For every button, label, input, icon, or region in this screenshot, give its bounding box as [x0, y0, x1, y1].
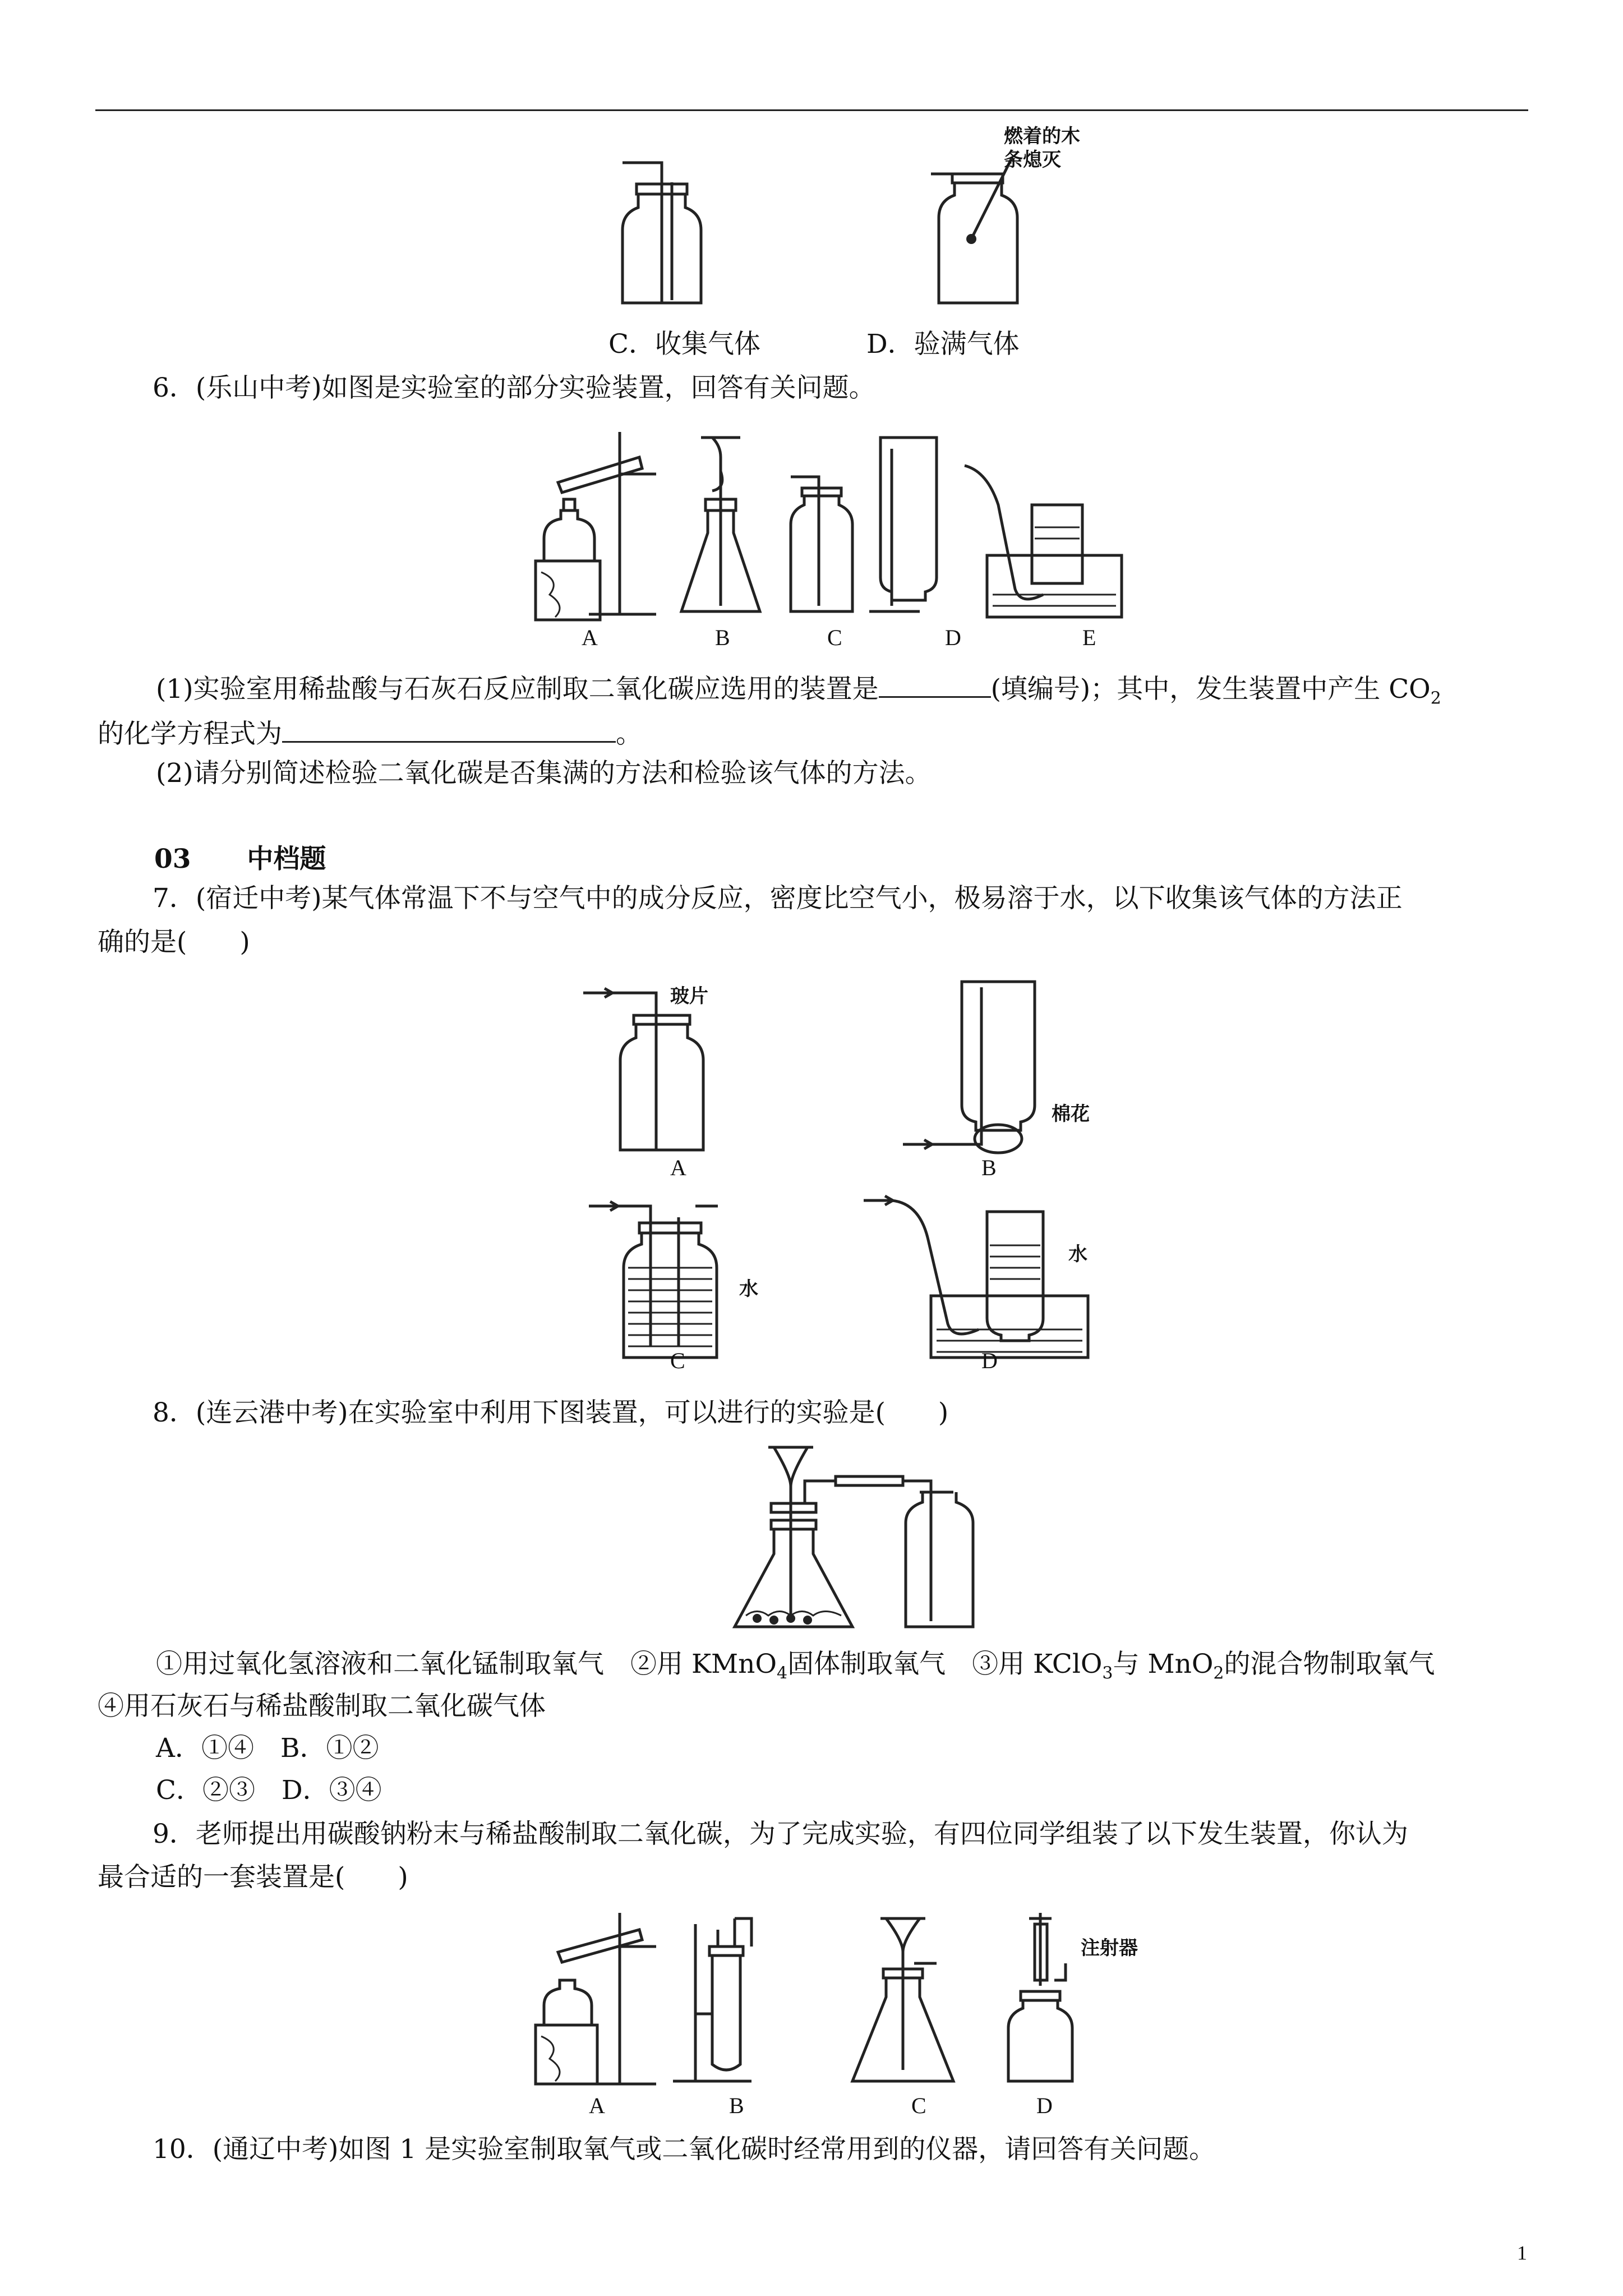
q8-choices-line1: A．①④ B．①② [156, 1733, 379, 1764]
q7-apparatus-c [583, 1195, 751, 1363]
q8-options-line2: ④用石灰石与稀盐酸制取二氧化碳气体 [98, 1691, 546, 1722]
q7-apparatus-b [892, 976, 1077, 1167]
q7-annotation-cotton: 棉花 [1052, 1103, 1090, 1125]
q7-fig-label-b: B [981, 1155, 997, 1180]
label-collect-gas: C．收集气体 [608, 329, 760, 360]
q9-stem-line1: 9．老师提出用碳酸钠粉末与稀盐酸制取二氧化碳，为了完成实验，有四位同学组装了以下发生装置，你认为 [153, 1819, 1408, 1849]
q9-fig-label-b: B [729, 2093, 744, 2118]
q7-apparatus-a [578, 982, 735, 1156]
q6-fig-label-a: A [582, 625, 598, 650]
q6-part1-line1: (1)实验室用稀盐酸与石灰石反应制取二氧化碳应选用的装置是 (填编号)；其中，发生装置中产生 $CO_2$ [156, 674, 1441, 708]
figure-collect-gas-c [606, 151, 718, 314]
q6-fig-label-b: B [715, 625, 730, 650]
q7-stem-line1: 7．(宿迁中考)某气体常温下不与空气中的成分反应，密度比空气小，极易溶于水，以下收集该气体的方法正 [153, 883, 1403, 914]
q6-fig-label-c: C [827, 625, 842, 650]
section-header: 03 中档题 [154, 844, 326, 875]
q6-part2: (2)请分别简述检验二氧化碳是否集满的方法和检验该气体的方法。 [156, 758, 932, 789]
q7-apparatus-d [858, 1189, 1094, 1369]
q9-annotation-syringe: 注射器 [1081, 1937, 1138, 1959]
q7-annotation-water-c: 水 [739, 1278, 758, 1300]
q9-apparatus-figure [527, 1907, 1144, 2092]
q6-fig-label-e: E [1082, 625, 1096, 650]
q9-fig-label-c: C [911, 2093, 926, 2118]
q7-annotation-glass: 玻片 [670, 985, 708, 1007]
q7-fig-label-c: C [670, 1348, 685, 1373]
q6-part1-line2: 的化学方程式为 。 [98, 719, 642, 749]
q8-stem: 8．(连云港中考)在实验室中利用下图装置，可以进行的实验是( ) [153, 1397, 949, 1428]
q6-fig-label-d: D [945, 625, 961, 650]
page-number: 1 [1517, 2242, 1527, 2264]
q7-annotation-water-d: 水 [1068, 1243, 1087, 1266]
q6-answer-blank-equation[interactable] [282, 719, 616, 743]
q8-choices-line2: C．②③ D．③④ [156, 1775, 382, 1806]
q9-fig-label-a: A [589, 2093, 605, 2118]
q10-stem: 10．(通辽中考)如图 1 是实验室制取氧气或二氧化碳时经常用到的仪器，请回答有关问题。 [153, 2134, 1216, 2165]
q7-fig-label-a: A [670, 1155, 686, 1180]
q8-apparatus-figure [723, 1442, 976, 1632]
label-check-full: D．验满气体 [866, 329, 1020, 360]
annotation-burning-stick: 燃着的木 条熄灭 [1004, 125, 1080, 171]
header-rule [95, 109, 1528, 111]
q8-options-line1: ①用过氧化氢溶液和二氧化锰制取氧气 ②用 KMnO$_4$固体制取氧气 ③用 KClO$_3$与 MnO$_2$的混合物制取氧气 [156, 1649, 1435, 1683]
q7-stem-line2: 确的是( ) [98, 927, 250, 958]
q9-fig-label-d: D [1036, 2093, 1053, 2118]
q6-apparatus-figure [527, 426, 1144, 623]
q6-answer-blank-device[interactable] [879, 674, 991, 698]
q6-stem: 6．(乐山中考)如图是实验室的部分实验装置，回答有关问题。 [153, 372, 875, 403]
q9-stem-line2: 最合适的一套装置是( ) [98, 1862, 408, 1893]
q7-fig-label-d: D [981, 1348, 998, 1373]
